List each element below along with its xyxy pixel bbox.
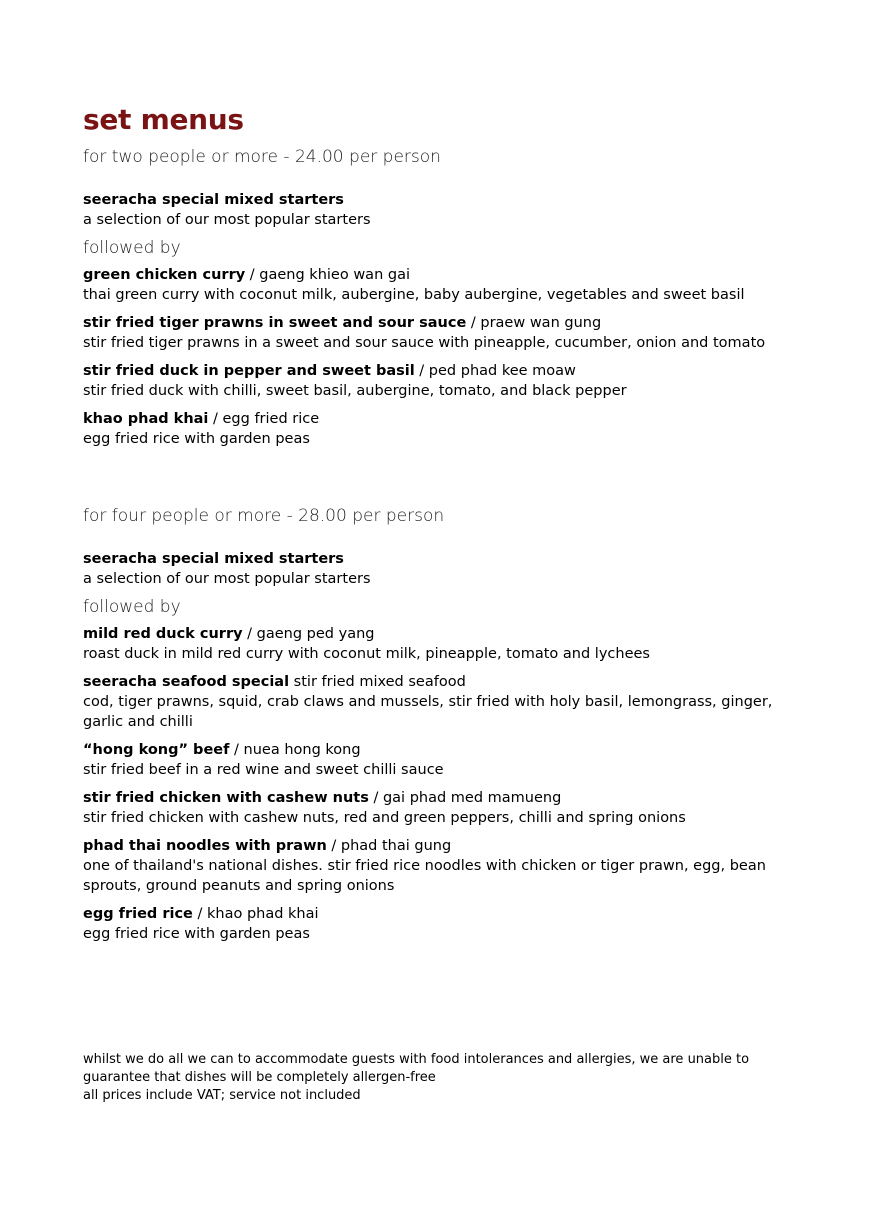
item-alt-name: / egg fried rice xyxy=(208,411,320,427)
item-desc: one of thailand's national dishes. stir fried rice noodles with chicken or tiger prawn, egg, bean sprouts, ground peanuts and spring onions xyxy=(83,858,766,894)
item-name: egg fried rice xyxy=(83,906,193,922)
footer-notes xyxy=(83,1051,803,1105)
section-heading: for four people or more - 28.00 per person xyxy=(83,506,445,526)
item-desc: stir fried tiger prawns in a sweet and sour sauce with pineapple, cucumber, onion and tomato xyxy=(83,335,766,351)
menu-item xyxy=(83,265,803,305)
item-name: green chicken curry xyxy=(83,267,246,283)
item-desc: egg fried rice with garden peas xyxy=(83,431,310,447)
item-alt-name: / phad thai gung xyxy=(326,838,452,854)
item-name: mild red duck curry xyxy=(83,626,243,642)
menu-item xyxy=(83,409,803,449)
prices-note: all prices include VAT; service not included xyxy=(83,1088,361,1103)
starter-desc: a selection of our most popular starters xyxy=(83,212,371,228)
menu-item xyxy=(83,740,803,780)
page-title: set menus xyxy=(83,103,244,136)
item-desc: egg fried rice with garden peas xyxy=(83,926,310,942)
item-desc: roast duck in mild red curry with coconut milk, pineapple, tomato and lychees xyxy=(83,646,650,662)
item-alt-name: / ped phad kee moaw xyxy=(414,363,576,379)
starter-item xyxy=(83,190,803,230)
menu-page xyxy=(83,100,803,952)
item-name: stir fried chicken with cashew nuts xyxy=(83,790,369,806)
item-name: phad thai noodles with prawn xyxy=(83,838,327,854)
item-alt-name: / khao phad khai xyxy=(192,906,319,922)
menu-item xyxy=(83,624,803,664)
item-desc: stir fried chicken with cashew nuts, red and green peppers, chilli and spring onions xyxy=(83,810,686,826)
item-desc: stir fried beef in a red wine and sweet chilli sauce xyxy=(83,762,444,778)
menu-item xyxy=(83,904,803,944)
item-desc: thai green curry with coconut milk, aubergine, baby aubergine, vegetables and sweet basil xyxy=(83,287,745,303)
followed-by-label: followed by xyxy=(83,238,181,258)
item-name: khao phad khai xyxy=(83,411,209,427)
item-alt-name: / gai phad med mamueng xyxy=(368,790,562,806)
menu-item xyxy=(83,672,803,732)
item-alt-name: / nuea hong kong xyxy=(229,742,361,758)
menu-item xyxy=(83,788,803,828)
item-name: stir fried duck in pepper and sweet basil xyxy=(83,363,415,379)
item-desc: cod, tiger prawns, squid, crab claws and mussels, stir fried with holy basil, lemongrass, ginger, garlic and chilli xyxy=(83,694,773,730)
menu-item xyxy=(83,836,803,896)
starter-name: seeracha special mixed starters xyxy=(83,192,344,208)
item-alt-name: / praew wan gung xyxy=(466,315,602,331)
item-desc: stir fried duck with chilli, sweet basil, aubergine, tomato, and black pepper xyxy=(83,383,627,399)
item-name: stir fried tiger prawns in sweet and sour sauce xyxy=(83,315,467,331)
followed-by-label: followed by xyxy=(83,597,181,617)
starter-name: seeracha special mixed starters xyxy=(83,551,344,567)
menu-item xyxy=(83,361,803,401)
item-alt-name: stir fried mixed seafood xyxy=(289,674,466,690)
item-alt-name: / gaeng khieo wan gai xyxy=(245,267,410,283)
starter-item xyxy=(83,549,803,589)
section-heading: for two people or more - 24.00 per person xyxy=(83,147,441,167)
item-name: “hong kong” beef xyxy=(83,742,230,758)
item-name: seeracha seafood special xyxy=(83,674,290,690)
allergen-note: whilst we do all we can to accommodate guests with food intolerances and allergies, we are unable to guarantee that dishes will be completely allergen-free xyxy=(83,1052,750,1085)
starter-desc: a selection of our most popular starters xyxy=(83,571,371,587)
menu-item xyxy=(83,313,803,353)
item-alt-name: / gaeng ped yang xyxy=(242,626,375,642)
set-menu-four xyxy=(83,505,803,944)
set-menu-two xyxy=(83,146,803,449)
